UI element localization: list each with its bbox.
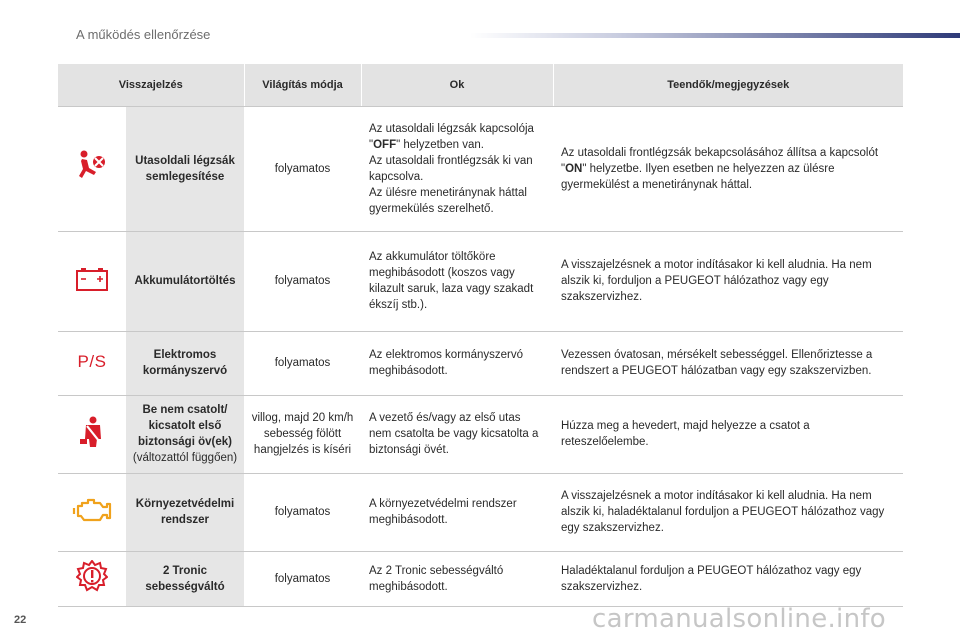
column-header-mode: Világítás módja — [244, 64, 361, 106]
action-text: Húzza meg a hevedert, majd helyezze a csatot a reteszelőelembe. — [553, 395, 903, 473]
lighting-mode: villog, majd 20 km/h sebesség fölött hangjelzés is kíséri — [244, 395, 361, 473]
table-header-row — [58, 64, 903, 106]
engine-check-icon — [72, 496, 112, 529]
table-row — [58, 395, 903, 473]
indicator-name: Elektromos kormányszervó — [126, 331, 244, 395]
cause-text: Az utasoldali légzsák kapcsolója "OFF" helyzetben van. Az utasoldali frontlégzsák ki van kapcsolva. Az ülésre menetiránynak háttal gyermekülés szerelhető. — [361, 106, 553, 231]
cause-text: Az akkumulátor töltőköre meghibásodott (koszos vagy kilazult saruk, laza vagy szakadt ékszíj stb.). — [361, 231, 553, 331]
table-row — [58, 231, 903, 331]
lighting-mode: folyamatos — [244, 231, 361, 331]
battery-icon — [75, 266, 109, 297]
cause-text: A vezető és/vagy az első utas nem csatolta be vagy kicsatolta a biztonsági övét. — [361, 395, 553, 473]
lighting-mode: folyamatos — [244, 473, 361, 551]
indicator-name: 2 Tronic sebességváltó — [126, 551, 244, 606]
indicator-name: Be nem csatolt/ kicsatolt első biztonsági öv(ek) (változattól függően) — [126, 395, 244, 473]
action-text: A visszajelzésnek a motor indításakor ki kell aludnia. Ha nem alszik ki, forduljon a PEUGEOT hálózathoz vagy egy szakszervizhez. — [553, 231, 903, 331]
watermark: carmanualsonline.info — [592, 604, 887, 634]
table-row — [58, 473, 903, 551]
airbag-off-icon — [74, 148, 110, 189]
indicator-name-note: (változattól függően) — [132, 452, 238, 464]
table-row — [58, 331, 903, 395]
seatbelt-icon — [77, 415, 107, 454]
action-text: Vezessen óvatosan, mérsékelt sebességgel. Ellenőriztesse a rendszert a PEUGEOT hálózatban vagy egy szakszervizben. — [553, 331, 903, 395]
indicator-name: Utasoldali légzsák semlegesítése — [126, 106, 244, 231]
indicator-name: Környezetvédelmi rendszer — [126, 473, 244, 551]
column-header-action: Teendők/megjegyzések — [553, 64, 903, 106]
indicator-name: Akkumulátortöltés — [126, 231, 244, 331]
cause-text: Az elektromos kormányszervó meghibásodott. — [361, 331, 553, 395]
cause-text: A környezetvédelmi rendszer meghibásodott. — [361, 473, 553, 551]
warning-lights-table — [58, 64, 903, 607]
header-decorative-bar — [470, 33, 960, 38]
gearbox-warning-icon — [76, 560, 108, 597]
page-number: 22 — [14, 614, 27, 626]
action-text: Haladéktalanul forduljon a PEUGEOT hálózathoz vagy egy szakszervizhez. — [553, 551, 903, 606]
page-section-title: A működés ellenőrzése — [76, 27, 211, 42]
column-header-indicator: Visszajelzés — [58, 64, 244, 106]
power-steering-icon: P/S — [77, 352, 107, 371]
action-text: Az utasoldali frontlégzsák bekapcsolásához állítsa a kapcsolót "ON" helyzetbe. Ilyen esetben ne helyezzen az ülésre gyermekülést a menetiránynak háttal. — [553, 106, 903, 231]
lighting-mode: folyamatos — [244, 106, 361, 231]
lighting-mode: folyamatos — [244, 331, 361, 395]
lighting-mode: folyamatos — [244, 551, 361, 606]
cause-text: Az 2 Tronic sebességváltó meghibásodott. — [361, 551, 553, 606]
table-row — [58, 106, 903, 231]
table-row — [58, 551, 903, 606]
action-text: A visszajelzésnek a motor indításakor ki kell aludnia. Ha nem alszik ki, haladéktalanul forduljon a PEUGEOT hálózathoz vagy egy szakszervizhez. — [553, 473, 903, 551]
column-header-cause: Ok — [361, 64, 553, 106]
